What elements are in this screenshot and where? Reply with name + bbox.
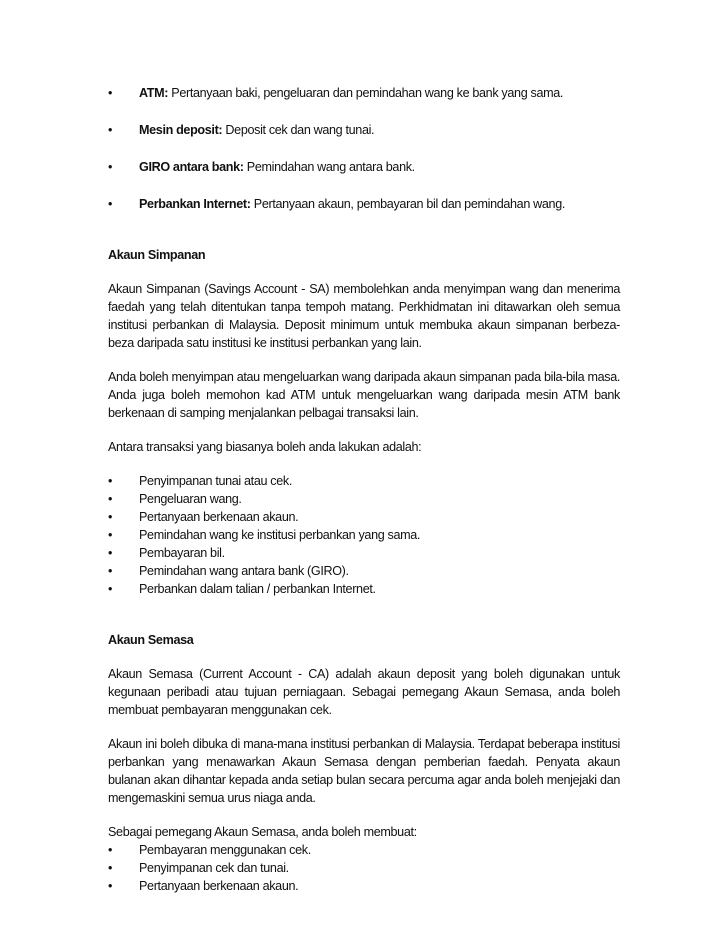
list-item bbox=[108, 195, 620, 213]
list-item-desc: Pertanyaan akaun, pembayaran bil dan pemindahan wang. bbox=[253, 197, 565, 211]
list-item: • Penyimpanan tunai atau cek. bbox=[108, 472, 620, 490]
list-item-term: ATM: bbox=[139, 86, 169, 100]
savings-paragraph-1: Akaun Simpanan (Savings Account - SA) membolehkan anda menyimpan wang dan menerima faedah yang telah ditentukan tanpa tempoh matang. Perkhidmatan ini ditawarkan oleh semua institusi perbankan di Malaysia. Deposit minimum untuk membuka akaun simpanan berbeza-beza daripada satu institusi ke institusi perbankan yang lain. bbox=[108, 282, 620, 350]
savings-paragraph-3: Antara transaksi yang biasanya boleh anda lakukan adalah: bbox=[108, 440, 422, 454]
current-paragraph-1: Akaun Semasa (Current Account - CA) adalah akaun deposit yang boleh digunakan untuk kegunaan peribadi atau tujuan perniagaan. Sebagai pemegang Akaun Semasa, anda boleh membuat pembayaran menggunakan cek. bbox=[108, 667, 620, 717]
list-item: • Pengeluaran wang. bbox=[108, 490, 620, 508]
list-item-term: GIRO antara bank: bbox=[139, 160, 244, 174]
list-item: • Penyimpanan cek dan tunai. bbox=[108, 859, 620, 877]
list-item: • Pembayaran menggunakan cek. bbox=[108, 841, 620, 859]
current-paragraph-2: Akaun ini boleh dibuka di mana-mana institusi perbankan di Malaysia. Terdapat beberapa institusi perbankan yang menawarkan Akaun Semasa dengan pemberian faedah. Penyata akaun bulanan akan dihantar kepada anda setiap bulan secara percuma agar anda boleh menjejaki dan mengemaskini semua urus niaga anda. bbox=[108, 737, 620, 805]
list-item bbox=[108, 84, 620, 102]
list-item bbox=[108, 121, 620, 139]
list-item: • Pemindahan wang antara bank (GIRO). bbox=[108, 562, 620, 580]
current-capabilities-list bbox=[108, 841, 620, 895]
list-item: • Perbankan dalam talian / perbankan Internet. bbox=[108, 580, 620, 598]
current-paragraph-3: Sebagai pemegang Akaun Semasa, anda boleh membuat: bbox=[108, 825, 417, 839]
services-list bbox=[108, 84, 620, 213]
list-item-desc: Deposit cek dan wang tunai. bbox=[225, 123, 375, 137]
list-item: • Pembayaran bil. bbox=[108, 544, 620, 562]
list-item-desc: Pertanyaan baki, pengeluaran dan pemindahan wang ke bank yang sama. bbox=[171, 86, 564, 100]
savings-transactions-list bbox=[108, 472, 620, 598]
document-page bbox=[108, 84, 620, 895]
list-item: • Pemindahan wang ke institusi perbankan yang sama. bbox=[108, 526, 620, 544]
list-item-term: Mesin deposit: bbox=[139, 123, 223, 137]
list-item-desc: Pemindahan wang antara bank. bbox=[246, 160, 415, 174]
savings-heading: Akaun Simpanan bbox=[108, 248, 206, 262]
list-item: • Pertanyaan berkenaan akaun. bbox=[108, 877, 620, 895]
current-heading: Akaun Semasa bbox=[108, 633, 194, 647]
list-item: • Pertanyaan berkenaan akaun. bbox=[108, 508, 620, 526]
list-item-term: Perbankan Internet: bbox=[139, 197, 251, 211]
savings-paragraph-2: Anda boleh menyimpan atau mengeluarkan wang daripada akaun simpanan pada bila-bila masa. Anda juga boleh memohon kad ATM untuk mengeluarkan wang daripada mesin ATM bank berkenaan di samping menjalankan pelbagai transaksi lain. bbox=[108, 370, 620, 420]
list-item bbox=[108, 158, 620, 176]
